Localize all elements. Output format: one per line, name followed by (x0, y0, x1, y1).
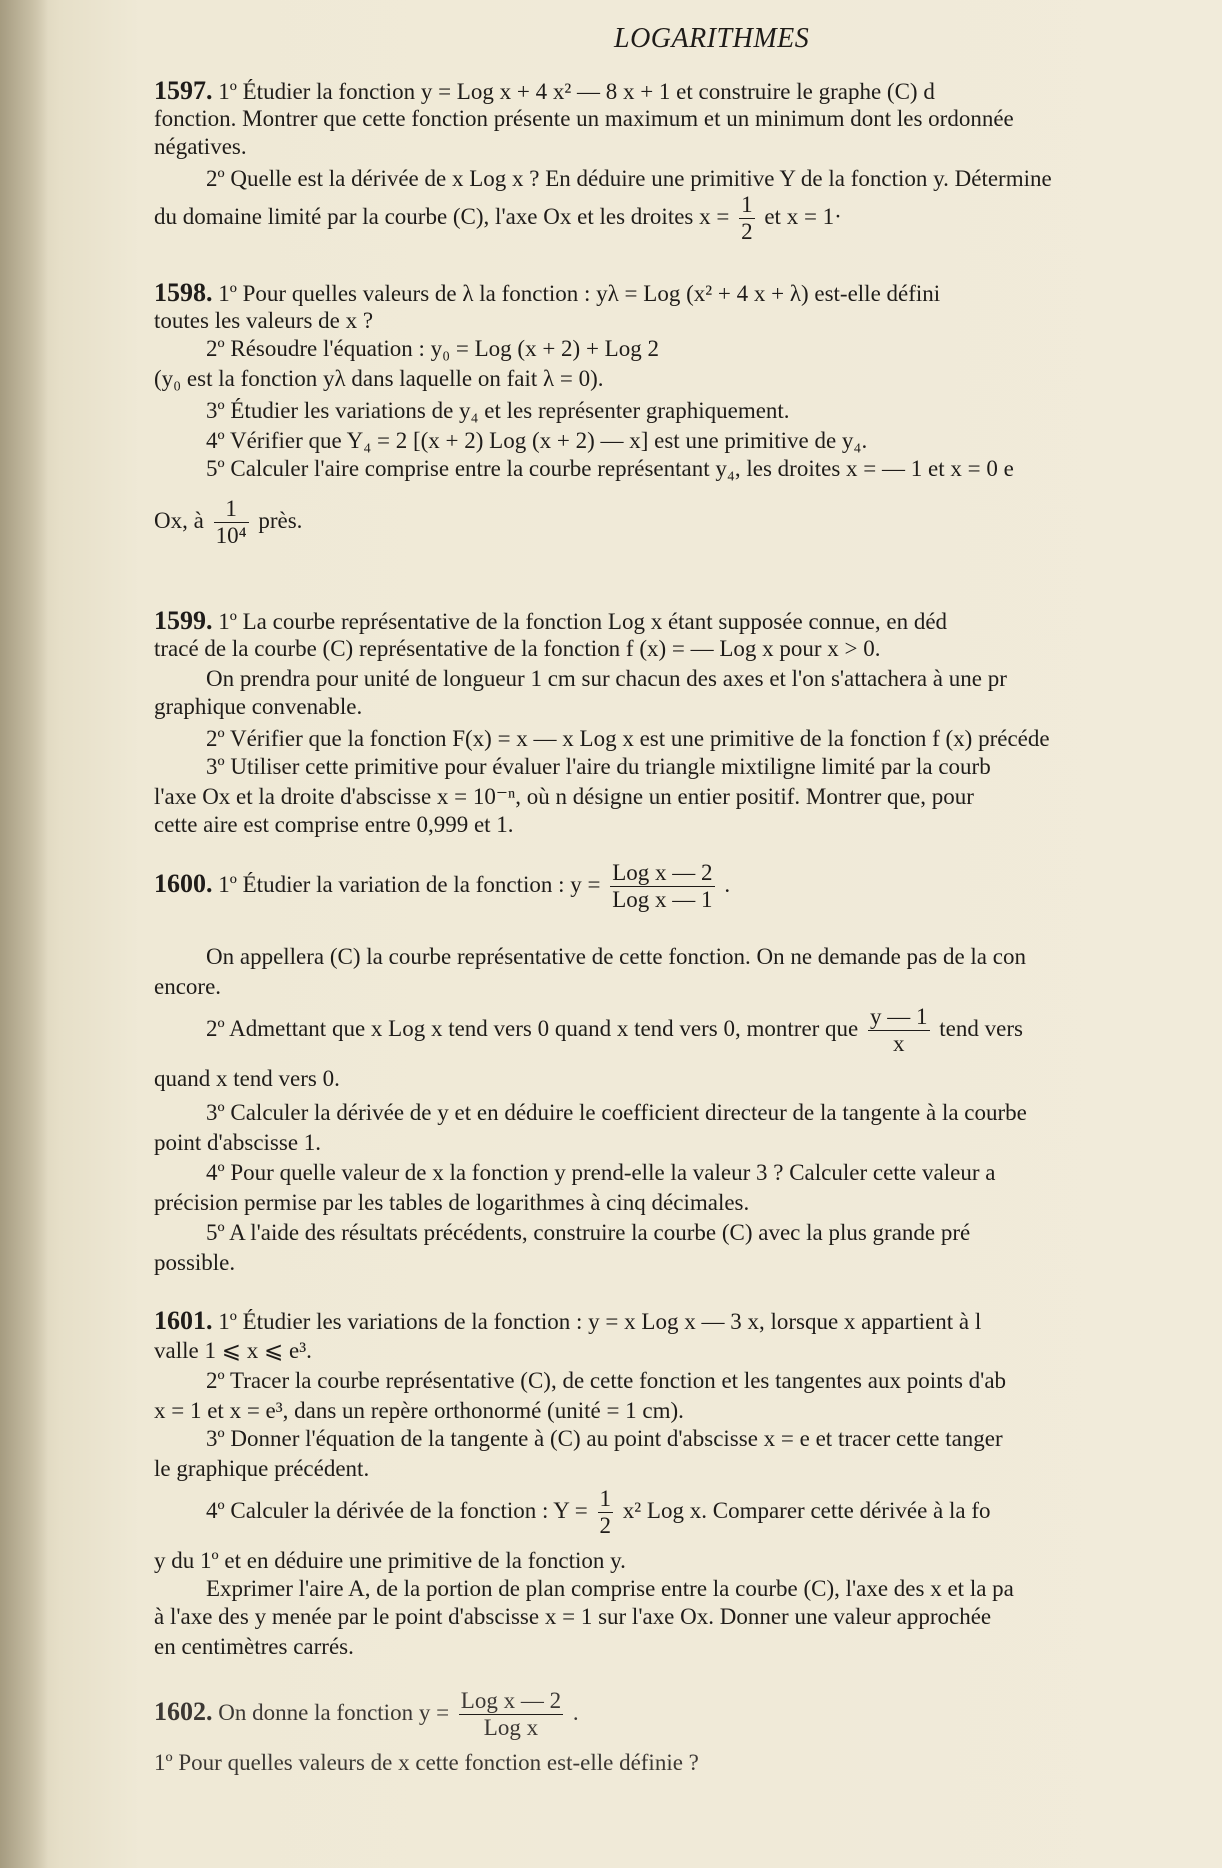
fraction-numerator: y — 1 (870, 1004, 928, 1029)
exercise-1597-line-4: 2º Quelle est la dérivée de x Log x ? En déduire une primitive Y de la fonction y. Détermine (206, 166, 1052, 191)
exercise-number-1598: 1598. (154, 278, 213, 307)
exercise-1597-line-1 (154, 76, 935, 107)
exercise-1600-text-4b: tend vers (939, 1015, 1023, 1041)
fraction-denominator: Log x — 1 (612, 887, 713, 912)
exercise-1598-text-8a: Ox, à (154, 507, 204, 533)
exercise-1597-line-2: fonction. Montrer que cette fonction présente un maximum et un minimum dont les ordonnée (154, 106, 1014, 131)
page-header-title: LOGARITHMES (614, 23, 810, 54)
fraction-numerator: 1 (599, 1486, 612, 1511)
exercise-1602-line-2: 1º Pour quelles valeurs de x cette fonction est-elle définie ? (154, 1750, 699, 1775)
exercise-1597-line-5 (154, 192, 842, 245)
exercise-1600-line-1 (154, 860, 730, 913)
fraction-numerator: 1 (741, 192, 753, 217)
exercise-1599-line-3: On prendra pour unité de longueur 1 cm sur chacun des axes et l'on s'attachera à une pr (206, 666, 1007, 691)
exercise-1601-line-5: 3º Donner l'équation de la tangente à (C) au point d'abscisse x = e et tracer cette tanger (206, 1426, 1003, 1451)
exercise-1601-line-4: x = 1 et x = e³, dans un repère orthonormé (unité = 1 cm). (154, 1398, 684, 1423)
fraction-one-ten-thousandth (214, 496, 249, 549)
exercise-1600-line-2: On appellera (C) la courbe représentative de cette fonction. On ne demande pas de la con (206, 944, 1026, 969)
exercise-1597-text-5b: et x = 1· (764, 203, 842, 229)
exercise-1600-line-5: quand x tend vers 0. (154, 1066, 340, 1091)
fraction-log-ratio (610, 860, 714, 913)
exercise-1602-text-1a: On donne la fonction y = (218, 1699, 450, 1725)
exercise-1598-line-7: 5º Calculer l'aire comprise entre la courbe représentant y₄, les droites x = — 1 et x = 0 e (206, 456, 1014, 481)
fraction-one-half-2 (598, 1486, 614, 1539)
exercise-1598-line-5: 3º Étudier les variations de y₄ et les représenter graphiquement. (206, 398, 790, 423)
fraction-y-minus-1-over-x (868, 1004, 930, 1057)
exercise-1600-line-11: possible. (154, 1250, 236, 1275)
exercise-1598-text-8b: près. (258, 507, 303, 533)
exercise-1601-line-11: en centimètres carrés. (154, 1634, 354, 1659)
exercise-1601-line-9: Exprimer l'aire A, de la portion de plan comprise entre la courbe (C), l'axe des x et la pa (206, 1576, 1014, 1601)
fraction-log-x-minus-2-over-log-x (459, 1688, 563, 1741)
exercise-1600-text-1a: 1º Étudier la variation de la fonction : y = (218, 871, 601, 897)
exercise-1599-line-8: cette aire est comprise entre 0,999 et 1. (154, 812, 514, 837)
fraction-numerator: 1 (214, 496, 249, 523)
exercise-1599-line-7: l'axe Ox et la droite d'abscisse x = 10⁻ⁿ, où n désigne un entier positif. Montrer que, pour (154, 784, 974, 809)
exercise-1601-text-7a: 4º Calculer la dérivée de la fonction : Y = (206, 1497, 588, 1523)
exercise-1598-line-2: toutes les valeurs de x ? (154, 308, 374, 333)
exercise-1600-text-4a: 2º Admettant que x Log x tend vers 0 quand x tend vers 0, montrer que (206, 1015, 859, 1041)
fraction-one-half (739, 192, 755, 245)
exercise-1602-text-1b: . (572, 1699, 579, 1725)
exercise-1600-line-4 (206, 1004, 1023, 1057)
exercise-1600-line-6: 3º Calculer la dérivée de y et en déduire le coefficient directeur de la tangente à la courbe (206, 1100, 1027, 1125)
exercise-number-1601: 1601. (154, 1306, 213, 1335)
exercise-number-1600: 1600. (154, 868, 213, 898)
exercise-1601-line-1 (154, 1306, 981, 1337)
exercise-1597-line-3: négatives. (154, 134, 247, 159)
fraction-numerator: Log x — 2 (460, 1688, 562, 1713)
exercise-1600-line-3: encore. (154, 974, 222, 999)
book-spine-shadow (0, 0, 48, 1868)
fraction-numerator: Log x — 2 (612, 860, 713, 885)
fraction-denominator: 10⁴ (215, 523, 247, 548)
exercise-number-1602: 1602. (154, 1696, 213, 1726)
exercise-1599-line-2: tracé de la courbe (C) représentative de la fonction f (x) = — Log x pour x > 0. (154, 636, 881, 661)
exercise-1601-line-7 (206, 1486, 991, 1539)
exercise-1599-line-4: graphique convenable. (154, 694, 363, 719)
exercise-1599-line-6: 3º Utiliser cette primitive pour évaluer l'aire du triangle mixtiligne limité par la courb (206, 754, 991, 779)
exercise-1598-line-1 (154, 278, 940, 309)
page-content (154, 12, 1222, 1862)
exercise-1599-text-1: 1º La courbe représentative de la fonction Log x étant supposée connue, en déd (218, 609, 948, 634)
exercise-1599-line-5: 2º Vérifier que la fonction F(x) = x — x Log x est une primitive de la fonction f (x) précéde (206, 726, 1050, 751)
exercise-1601-line-10: à l'axe des y menée par le point d'abscisse x = 1 sur l'axe Ox. Donner une valeur approchée (154, 1604, 992, 1629)
exercise-1601-text-1: 1º Étudier les variations de la fonction : y = x Log x — 3 x, lorsque x appartient à l (218, 1309, 982, 1334)
exercise-1601-line-6: le graphique précédent. (154, 1456, 370, 1481)
exercise-1600-line-9: précision permise par les tables de logarithmes à cinq décimales. (154, 1190, 750, 1215)
exercise-1598-line-4: (y₀ est la fonction yλ dans laquelle on fait λ = 0). (154, 366, 604, 391)
exercise-1600-line-10: 5º A l'aide des résultats précédents, construire la courbe (C) avec la plus grande pré (206, 1220, 971, 1245)
exercise-1600-line-8: 4º Pour quelle valeur de x la fonction y prend-elle la valeur 3 ? Calculer cette valeur a (206, 1160, 996, 1185)
exercise-1601-text-7b: x² Log x. Comparer cette dérivée à la fo (622, 1497, 991, 1523)
exercise-1598-line-3: 2º Résoudre l'équation : y₀ = Log (x + 2) + Log 2 (206, 336, 659, 361)
exercise-1601-line-3: 2º Tracer la courbe représentative (C), de cette fonction et les tangentes aux points d'ab (206, 1368, 1007, 1393)
exercise-1600-text-1b: . (724, 871, 731, 897)
fraction-denominator: Log x (483, 1715, 539, 1740)
exercise-1599-line-1 (154, 606, 947, 637)
fraction-denominator: x (893, 1031, 905, 1056)
exercise-1597-text-1: 1º Étudier la fonction y = Log x + 4 x² — 8 x + 1 et construire le graphe (C) d (218, 79, 935, 104)
exercise-1597-text-5a: du domaine limité par la courbe (C), l'axe Ox et les droites x = (154, 203, 730, 229)
fraction-denominator: 2 (741, 219, 753, 244)
fraction-denominator: 2 (599, 1513, 612, 1538)
exercise-1601-line-8: y du 1º et en déduire une primitive de la fonction y. (154, 1548, 626, 1573)
exercise-number-1599: 1599. (154, 606, 213, 635)
exercise-number-1597: 1597. (154, 76, 213, 105)
exercise-1598-text-1: 1º Pour quelles valeurs de λ la fonction : yλ = Log (x² + 4 x + λ) est-elle défini (218, 281, 941, 306)
exercise-1598-line-8 (154, 496, 302, 549)
exercise-1601-line-2: valle 1 ⩽ x ⩽ e³. (154, 1338, 312, 1363)
exercise-1598-line-6: 4º Vérifier que Y₄ = 2 [(x + 2) Log (x + 2) — x] est une primitive de y₄. (206, 428, 868, 453)
exercise-1600-line-7: point d'abscisse 1. (154, 1130, 322, 1155)
exercise-1602-line-1 (154, 1688, 579, 1741)
